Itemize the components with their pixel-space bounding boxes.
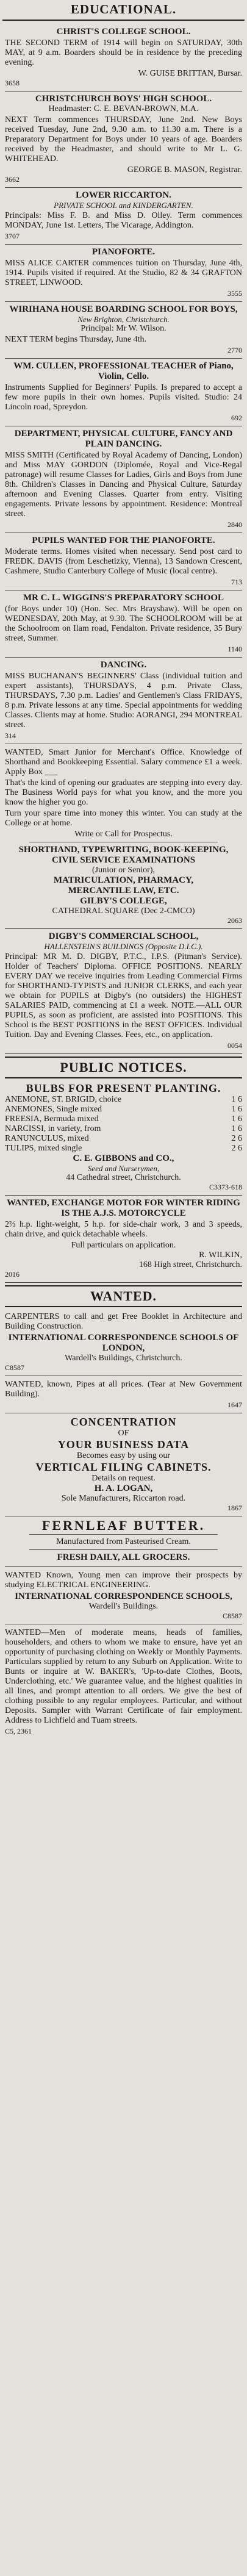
ad-body: Principal: MR M. D. DIGBY, P.T.C., I.P.S. (Pitman's Service). Holder of Teachers' Diploma. OFFICE POSITIONS. NEARLY EVERY DAY we receive inquiries from Leading Commercial Firms for SHORTHAND-TYPISTS and JUNIOR CLERKS, and each year we obtain for PUPILS at Digby's (no outsiders) the HIGHEST SALARIES PAID, commencing at £1 a week. NOTE.—ALL OUR PUPILS, as soon as proficient, are assisted into POSITIONS. This School is the BEST POSITIONS in the BEST OFFICES. Individual Tuition. Day and Evening Classes. Fees, etc., on application.: [5, 952, 242, 1039]
ad-ref: C5, 2361: [5, 1727, 32, 1735]
price-item-name: NARCISSI, in variety, from: [5, 1124, 101, 1133]
ad-ref: 2063: [227, 916, 242, 925]
ad-name: INTERNATIONAL CORRESPONDENCE SCHOOLS OF LONDON,: [8, 1333, 239, 1353]
ad-motorcycle: [5, 1196, 242, 1283]
ad-clothing-payments: [5, 1624, 242, 1739]
divider: [29, 1549, 218, 1550]
ad-body: NEXT TERM begins Thursday, June 4th.: [5, 335, 147, 344]
ad-name: H. A. LOGAN,: [94, 1484, 153, 1493]
ad-line: OF: [118, 1429, 129, 1438]
ad-signature: R. WILKIN,: [199, 1250, 242, 1260]
ad-ref: 3658: [5, 79, 20, 87]
ad-ref: 3662: [5, 175, 20, 184]
ad-ref: C8587: [222, 1612, 242, 1620]
price-item-price: 1 6: [231, 1114, 242, 1124]
ad-body: NEXT Term commences THURSDAY, June 2nd. New Boys received Tuesday, June 2nd, 9.30 a.m. to 11.30 a.m. There is a Preparatory Department for Boys under 10 years of age. Boarders received by the Headmaster, and should write to Mr L. G. WHITEHEAD.: [5, 115, 242, 163]
ad-electrical-engineering: [5, 1567, 242, 1624]
ad-wm-cullen: [5, 359, 242, 426]
ad-ref: 0054: [227, 1041, 242, 1050]
ad-line: SHORTHAND, TYPEWRITING, BOOK-KEEPING,: [18, 845, 229, 855]
price-row: [5, 1095, 242, 1105]
section-header-public-notices: PUBLIC NOTICES.: [5, 1057, 242, 1078]
price-item-price: 2 6: [231, 1134, 242, 1143]
ad-address: Wardell's Buildings, Christchurch.: [65, 1354, 182, 1363]
price-item-price: 1 6: [231, 1105, 242, 1114]
ad-address: Wardell's Buildings.: [88, 1602, 159, 1611]
section-header-educational: EDUCATIONAL.: [2, 0, 245, 21]
ad-ref: 1140: [227, 645, 242, 653]
ad-line: YOUR BUSINESS DATA: [57, 1438, 190, 1451]
ad-pianoforte-carter: [5, 245, 242, 302]
ad-title: DIGBY'S COMMERCIAL SCHOOL,: [48, 931, 199, 941]
ad-name: C. E. GIBBONS and CO.,: [73, 1153, 174, 1163]
ad-fernleaf-butter: [5, 1516, 242, 1567]
price-item-price: 1 6: [231, 1124, 242, 1133]
ad-line: Details on request.: [91, 1474, 156, 1483]
ad-subtitle: HALLENSTEIN'S BUILDINGS (Opposite D.I.C.).: [44, 942, 203, 951]
ad-ref: C8587: [5, 1363, 25, 1372]
ad-dancing-buchanan: [5, 658, 242, 744]
ad-line: VERTICAL FILING CABINETS.: [35, 1461, 212, 1473]
ad-body: MISS ALICE CARTER commences tuition on Thursday, June 4th, 1914. Pupils visited if required. At the Studio, 82 & 34 GRAFTON STREET, LINWOOD.: [5, 259, 242, 287]
ad-body: WANTED—Men of moderate means, heads of families, householders, and others to whom we make to ensure, have yet an opportunity of purchasing clothing on Weekly or Monthly Payments. Particulars supplied by return to any Suburb on Application. Write to Bunts or inquire at W. BAKER's, 'Up-to-date Clothes, Boots, Underclothing, etc.' We guarantee value, and the highest qualities in all lines, and prompt attention to all orders. We give the best of clothing possible to any regular employees. Particular, and without Deposits. Sampler with Warrant Certificate of fair employment. Address to Lichfield and Tuam streets.: [5, 1628, 242, 1725]
price-item-name: ANEMONES, Single mixed: [5, 1105, 102, 1114]
ad-gilbys-college: [5, 744, 242, 929]
ad-ref: 2840: [227, 520, 242, 529]
ad-name: INTERNATIONAL CORRESPONDENCE SCHOOLS,: [15, 1591, 232, 1601]
price-row: [5, 1134, 242, 1144]
ad-line: (Junior or Senior),: [91, 866, 156, 875]
ad-title: BULBS FOR PRESENT PLANTING.: [26, 1082, 221, 1094]
price-item-name: FREESIA, Bermuda mixed: [5, 1114, 99, 1124]
ad-body: WANTED Known, Young men can improve their prospects by studying ELECTRICAL ENGINEERING.: [5, 1571, 242, 1590]
ad-title: LOWER RICCARTON.: [76, 190, 171, 200]
ad-body: WANTED, Smart Junior for Merchant's Office. Knowledge of Shorthand and Bookkeeping Essential. Salary commence £1 a week. Apply Box ___: [5, 748, 242, 777]
price-item-name: RANUNCULUS, mixed: [5, 1134, 89, 1143]
ad-body: THE SECOND TERM of 1914 will begin on SATURDAY, 30th MAY, at 9 a.m. Boarders should be in residence by the preceding evening.: [5, 38, 242, 67]
ad-body: 2⅔ h.p. light-weight, 5 h.p. for side-chair work, 3 and 3 speeds, chain drive, and quick detachable wheels.: [5, 1220, 242, 1239]
price-row: [5, 1124, 242, 1134]
ad-line: CIVIL SERVICE EXAMINATIONS: [51, 855, 196, 865]
ad-head: Headmaster: C. E. BEVAN-BROWN, M.A.: [48, 104, 199, 113]
ad-signature: W. GUISE BRITTAN, Bursar.: [138, 69, 242, 78]
section-header-wanted: WANTED.: [5, 1285, 242, 1307]
ad-ref: 2770: [227, 346, 242, 354]
ad-ref: 1867: [227, 1504, 242, 1512]
ad-title: MR C. L. WIGGINS'S PREPARATORY SCHOOL: [23, 593, 224, 603]
ad-pupils-pianoforte: [5, 533, 242, 590]
ad-filing-cabinets: [5, 1413, 242, 1516]
ad-title: FERNLEAF BUTTER.: [41, 1518, 206, 1533]
ad-line: MERCANTILE LAW, ETC.: [68, 886, 179, 895]
ad-christs-college: [5, 24, 242, 91]
ad-title: CHRIST'S COLLEGE SCHOOL.: [56, 27, 191, 37]
ad-title: CHRISTCHURCH BOYS' HIGH SCHOOL.: [35, 94, 212, 104]
ad-title: WIRIHANA HOUSE BOARDING SCHOOL FOR BOYS,: [9, 304, 238, 314]
ad-ref: 3555: [227, 289, 242, 298]
ad-wirihana-house: [5, 302, 242, 359]
ad-ref: 1647: [227, 1401, 242, 1409]
ad-title: WM. CULLEN, PROFESSIONAL TEACHER of Piano, Violin, Cello.: [13, 361, 234, 381]
ad-wiggins-school: [5, 590, 242, 658]
ad-body: MISS SMITH (Certificated by Royal Academy of Dancing, London) and Miss MAY GORDON (Diplomée, Royal and Vice-Regal patronage) will resume Classes for Ladies, Girls and Boys from June 8th. Children's Classes in Dancing and Physical Culture, Saturday afternoon and Evening Classes. Quarter from entry. Visiting engagements. Private lessons by appointment. Residence: Montreal street.: [5, 451, 242, 518]
ad-subtitle: New Brighton, Christchurch.: [77, 315, 170, 324]
ad-title: DEPARTMENT, PHYSICAL CULTURE, FANCY AND PLAIN DANCING.: [14, 429, 233, 449]
ad-line: FRESH DAILY, ALL GROCERS.: [57, 1552, 190, 1562]
ad-title: DANCING.: [100, 660, 147, 670]
ad-body: Instruments Supplied for Beginners' Pupils. Is prepared to accept a few more pupils in their own homes. Pupils visited. Studio: 24 Lincoln road, Spreydon.: [5, 383, 242, 412]
ad-ref: 3707: [5, 232, 20, 240]
ad-digbys-school: [5, 929, 242, 1054]
price-item-name: TULIPS, mixed single: [5, 1144, 82, 1153]
newspaper-page: [2, 0, 245, 1739]
price-row: [5, 1144, 242, 1153]
ad-head: Principal: Mr W. Wilson.: [81, 324, 166, 333]
price-list: [5, 1095, 242, 1153]
ad-body: Principals: Miss F. B. and Miss D. Olley. Term commences MONDAY, June 1st. Letters, The Vicarage, Addington.: [5, 211, 242, 230]
price-item-name: ANEMONE, ST. BRIGID, choice: [5, 1095, 122, 1104]
ad-physical-culture: [5, 426, 242, 533]
ad-body: Moderate terms. Homes visited when necessary. Send post card to FREDK. DAVIS (from Leschetizky, Vienna), 13 Sandown Crescent, Cashmere, Studio Canterbury College of Music (local centre).: [5, 547, 242, 576]
ad-line: CONCENTRATION: [70, 1416, 177, 1428]
ad-cta: Write or Call for Prospectus.: [74, 830, 173, 839]
ad-body: MISS BUCHANAN'S BEGINNERS' Class (individual tuition and expert assistants), THURSDAYS, 4 p.m. Private Class, THURSDAYS, 7.30 p.m. Ladies' and Gentlemen's Class FRIDAYS, 8 p.m. Private lessons at any time. Special appointments for wedding Classes. Clients may at home. Studio: AORANGI, 294 MONTREAL street.: [5, 672, 242, 730]
ad-line: MATRICULATION, PHARMACY,: [53, 875, 194, 885]
ad-body: That's the kind of opening our graduates are stepping into every day. The Business World pays for what you know, and the more you know the higher you go.: [5, 778, 242, 807]
ad-lower-riccarton: [5, 188, 242, 245]
ad-signature: GEORGE B. MASON, Registrar.: [127, 165, 242, 174]
ad-subtitle: Seed and Nurserymen,: [87, 1164, 160, 1173]
ad-subtitle: PRIVATE SCHOOL and KINDERGARTEN.: [54, 201, 193, 210]
price-item-price: 2 6: [231, 1144, 242, 1153]
divider: [29, 1534, 218, 1535]
ad-address: Sole Manufacturers, Riccarton road.: [61, 1494, 186, 1503]
ad-ref: 314: [5, 731, 16, 740]
ad-ref: 713: [231, 578, 242, 586]
ad-ref: C3373-618: [209, 1183, 242, 1191]
ad-ref: 692: [231, 414, 242, 422]
ad-address: CATHEDRAL SQUARE (Dec 2-CMCO): [52, 906, 195, 916]
ad-body: (for Boys under 10) (Hon. Sec. Mrs Brayshaw). Will be open on WEDNESDAY, 20th May, at 9.30. The SCHOOLROOM will be at the Schoolroom on Ilam road, Fendalton. Private residence, 35 Bury street, Summer.: [5, 605, 242, 643]
price-row: [5, 1105, 242, 1114]
ad-pipes: [5, 1376, 242, 1413]
ad-body: Turn your spare time into money this winter. You can study at the College or at home.: [5, 809, 242, 828]
ad-carpenters: [5, 1308, 242, 1376]
ad-name: GILBY'S COLLEGE,: [80, 896, 167, 906]
ad-title: PIANOFORTE.: [91, 247, 156, 257]
ad-body: WANTED, known, Pipes at all prices. (Tear at New Government Building).: [5, 1380, 242, 1399]
ad-line: Full particulars on application.: [71, 1241, 176, 1250]
price-item-price: 1 6: [231, 1095, 242, 1104]
ad-title: PUPILS WANTED FOR THE PIANOFORTE.: [32, 536, 215, 545]
ad-address: 168 High street, Christchurch.: [138, 1260, 242, 1269]
ad-boys-high-school: [5, 91, 242, 188]
ad-ref: 2016: [5, 1270, 20, 1279]
ad-body: CARPENTERS to call and get Free Booklet in Architecture and Building Construction.: [5, 1312, 242, 1331]
ad-address: 44 Cathedral street, Christchurch.: [66, 1173, 181, 1182]
ad-line: Becomes easy by using our: [76, 1451, 171, 1460]
ad-bulbs: [5, 1080, 242, 1196]
ad-line: Manufactured from Pasteurised Cream.: [56, 1537, 191, 1546]
price-row: [5, 1114, 242, 1124]
ad-title: WANTED, EXCHANGE MOTOR FOR WINTER RIDING IS THE A.J.S. MOTORCYCLE: [7, 1198, 240, 1218]
